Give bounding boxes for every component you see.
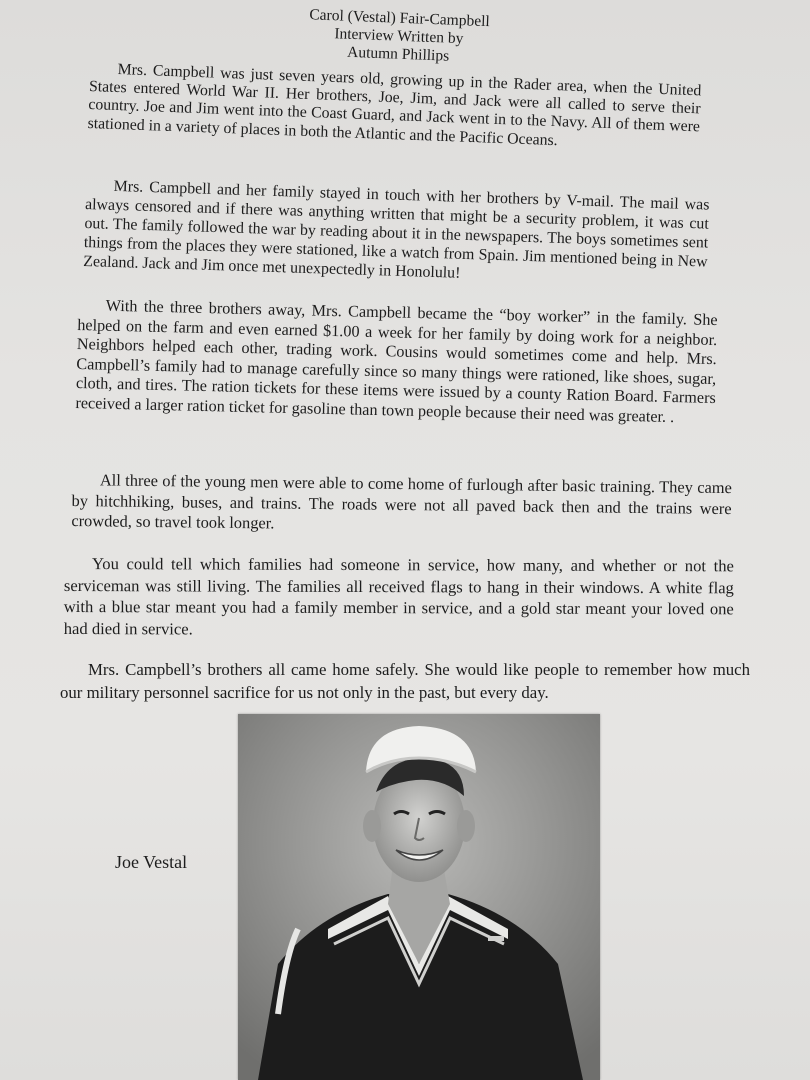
header-title: Carol (Vestal) Fair-Campbell: [309, 6, 491, 31]
paragraph-intro: Mrs. Campbell was just seven years old, growing up in the Rader area, when the United States entered World War II. Her brothers, Joe, Jim, and Jack were all called to serve their country. Joe and Jim went into the Coast Guard, and Jack went in to the Navy. All of them were stationed in a variety of places in both the Atlantic and the Pacific Oceans.: [87, 61, 702, 149]
header-author: Autumn Phillips: [346, 43, 450, 65]
document-header: [248, 4, 550, 69]
paragraph-v-mail: Mrs. Campbell and her family stayed in touch with her brothers by V-mail. The mail was always censored and if there was anything written that might be a security problem, it was cut out. The family followed the war by reading about it in the newspapers. The boys sometimes sent things from the places they were stationed, like a watch from Spain. Jim mentioned being in New Zealand. Jack and Jim once met unexpectedly in Honolulu!: [83, 177, 710, 282]
sailor-portrait-photo: [238, 714, 600, 1080]
photo-caption: Joe Vestal: [115, 852, 188, 872]
paragraph-furlough: All three of the young men were able to come home of furlough after basic training. They came by hitchhiking, buses, and trains. The roads were not all paved back then and the trains were crowded, so travel took longer.: [71, 470, 732, 533]
paragraph-boy-worker: With the three brothers away, Mrs. Campbell became the “boy worker” in the family. She helped on the farm and even earned $1.00 a week for her family by doing work for a neighbor. Neighbors helped each other, trading work. Cousins would sometimes come and help. Mrs. Campbell’s family had to manage carefully since so many things were rationed, like shoes, sugar, cloth, and tires. The ration tickets for these items were issued by a county Ration Board. Farmers received a larger ration ticket for gasoline than town people because their need was greater. .: [75, 296, 718, 427]
header-subtitle: Interview Written by: [334, 25, 464, 48]
paragraph-conclusion: Mrs. Campbell’s brothers all came home safely. She would like people to remember how much our military personnel sacrifice for us not only in the past, but every day.: [60, 660, 750, 702]
paragraph-service-flags: You could tell which families had someone in service, how many, and whether or not the serviceman was still living. The families all received flags to hang in their windows. A white flag with a blue star meant you had a family member in service, and a gold star meant your loved one had died in service.: [63, 554, 734, 638]
